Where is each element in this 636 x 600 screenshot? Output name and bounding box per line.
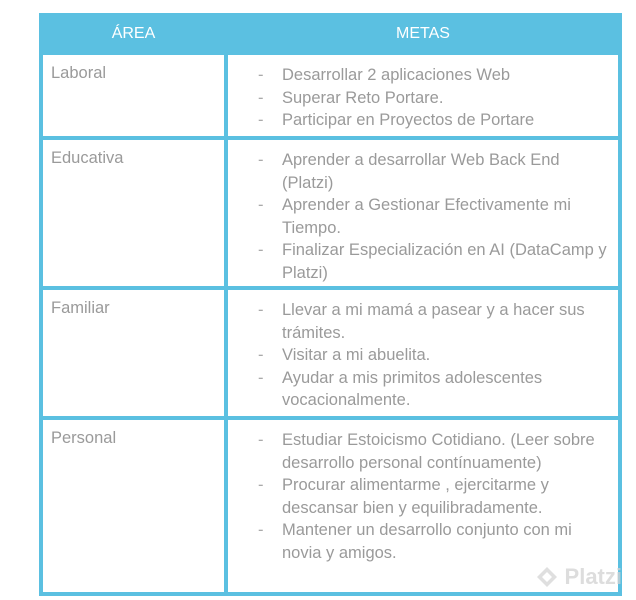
area-cell-educativa bbox=[43, 140, 224, 286]
area-label: Laboral bbox=[51, 64, 107, 82]
goal-item: - Participar en Proyectos de Portare bbox=[258, 111, 535, 129]
goal-item: - Mantener un desarrollo conjunto con mi novia y amigos. bbox=[258, 521, 572, 562]
goal-item: - Desarrollar 2 aplicaciones Web bbox=[258, 66, 511, 84]
goal-item: - Aprender a desarrollar Web Back End (Platzi) bbox=[258, 151, 560, 192]
header-area-label: ÁREA bbox=[111, 25, 156, 42]
area-cell-laboral bbox=[43, 55, 224, 136]
goals-list bbox=[228, 299, 612, 412]
goals-cell-laboral bbox=[228, 55, 618, 136]
goal-item: - Visitar a mi abuelita. bbox=[258, 346, 431, 364]
goals-table bbox=[39, 13, 622, 596]
area-label: Educativa bbox=[51, 149, 124, 167]
goals-list bbox=[228, 429, 612, 564]
area-label: Familiar bbox=[51, 299, 110, 317]
header-goals bbox=[228, 17, 618, 51]
area-label: Personal bbox=[51, 429, 117, 447]
goal-item: - Procurar alimentarme , ejercitarme y descansar bien y equilibradamente. bbox=[258, 476, 549, 517]
watermark-text: Platzi bbox=[564, 564, 622, 589]
goal-item: - Estudiar Estoicismo Cotidiano. (Leer sobre desarrollo personal contínuamente) bbox=[258, 431, 595, 472]
goal-item: - Aprender a Gestionar Efectivamente mi Tiempo. bbox=[258, 196, 571, 237]
platzi-logo-icon bbox=[535, 565, 559, 589]
goals-list bbox=[228, 149, 612, 284]
goal-item: - Llevar a mi mamá a pasear y a hacer sus trámites. bbox=[258, 301, 585, 342]
header-area bbox=[43, 17, 224, 51]
goal-item: - Ayudar a mis primitos adolescentes vocacionalmente. bbox=[258, 368, 543, 409]
goals-list bbox=[228, 64, 612, 132]
goals-cell-educativa bbox=[228, 140, 618, 286]
goals-cell-familiar bbox=[228, 290, 618, 416]
goal-item: - Superar Reto Portare. bbox=[258, 88, 444, 107]
goal-item: - Finalizar Especialización en AI (DataCamp y Platzi) bbox=[258, 241, 607, 282]
platzi-watermark bbox=[535, 564, 622, 590]
area-cell-personal bbox=[43, 420, 224, 592]
header-goals-label: METAS bbox=[396, 25, 450, 42]
area-cell-familiar bbox=[43, 290, 224, 416]
